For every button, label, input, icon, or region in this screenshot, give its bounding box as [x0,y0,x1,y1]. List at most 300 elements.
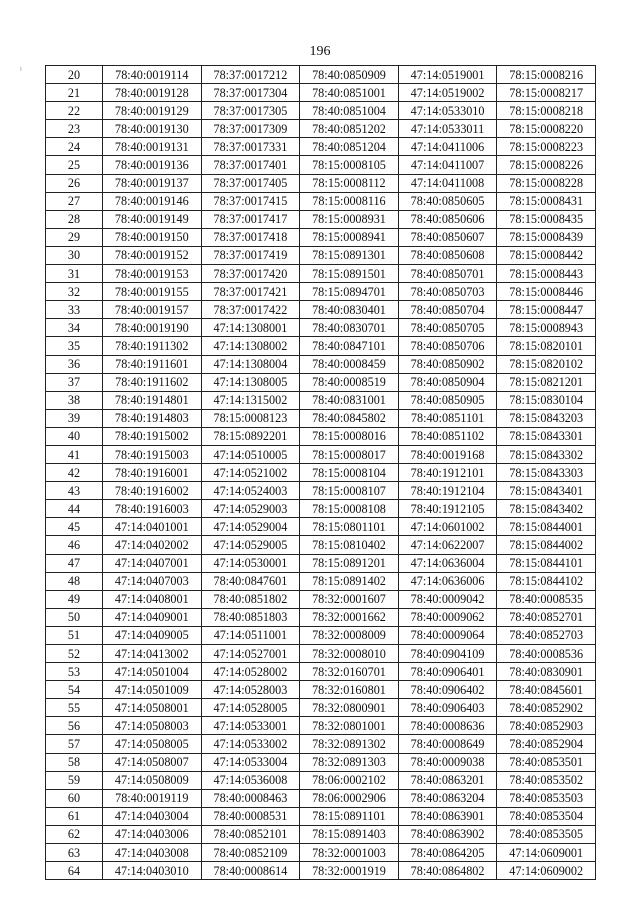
code-cell: 78:37:0017331 [201,138,300,156]
code-cell: 47:14:0403010 [103,862,202,880]
code-cell: 47:14:0529005 [201,536,300,554]
code-cell: 78:40:0863902 [398,825,497,843]
code-cell: 78:15:0801101 [300,518,399,536]
code-cell: 78:40:0851001 [300,84,399,102]
code-cell: 47:14:0636004 [398,554,497,572]
code-cell: 78:40:0850703 [398,283,497,301]
row-number-cell: 21 [46,84,103,102]
code-cell: 78:40:0019119 [103,789,202,807]
table-row [46,717,596,735]
code-cell: 78:40:0906401 [398,663,497,681]
code-cell: 47:14:0508005 [103,735,202,753]
code-cell: 78:40:0851004 [300,102,399,120]
table-row [46,590,596,608]
code-cell: 78:40:0853505 [497,825,596,843]
table-row [46,373,596,391]
code-cell: 78:40:1915002 [103,427,202,445]
code-cell: 78:15:0008943 [497,319,596,337]
code-cell: 78:32:0800901 [300,699,399,717]
code-cell: 47:14:0609002 [497,862,596,880]
table-row [46,210,596,228]
code-cell: 78:40:0019137 [103,174,202,192]
code-cell: 47:14:0407001 [103,554,202,572]
code-cell: 78:15:0008442 [497,246,596,264]
code-cell: 78:15:0008220 [497,120,596,138]
row-number-cell: 53 [46,663,103,681]
code-cell: 78:32:0801001 [300,717,399,735]
code-cell: 78:06:0002102 [300,771,399,789]
code-cell: 47:14:0409005 [103,626,202,644]
code-cell: 78:15:0008435 [497,210,596,228]
table-row [46,391,596,409]
table-row [46,626,596,644]
code-cell: 47:14:0521002 [201,464,300,482]
code-cell: 47:14:0508001 [103,699,202,717]
code-cell: 78:32:0891302 [300,735,399,753]
code-cell: 78:32:0160801 [300,681,399,699]
table-row [46,319,596,337]
row-number-cell: 52 [46,645,103,663]
row-number-cell: 62 [46,825,103,843]
table-row [46,120,596,138]
code-cell: 78:40:0850605 [398,192,497,210]
code-cell: 78:40:0853504 [497,807,596,825]
code-cell: 47:14:0527001 [201,645,300,663]
code-cell: 78:40:0863204 [398,789,497,807]
row-number-cell: 30 [46,246,103,264]
page-number: 196 [309,44,331,59]
code-cell: 78:37:0017309 [201,120,300,138]
row-number-cell: 51 [46,626,103,644]
code-cell: 78:40:0863901 [398,807,497,825]
code-cell: 78:32:0008009 [300,626,399,644]
code-cell: 78:15:0008123 [201,409,300,427]
table-row [46,681,596,699]
table-row [46,156,596,174]
code-cell: 78:40:0850701 [398,265,497,283]
table-row [46,735,596,753]
code-cell: 78:37:0017418 [201,228,300,246]
code-cell: 78:40:0850606 [398,210,497,228]
data-table [45,65,596,880]
code-cell: 78:15:0008446 [497,283,596,301]
row-number-cell: 35 [46,337,103,355]
code-cell: 78:40:0019157 [103,301,202,319]
table-row [46,608,596,626]
code-cell: 47:14:0411007 [398,156,497,174]
code-cell: 78:40:0852109 [201,844,300,862]
code-cell: 78:40:1916002 [103,482,202,500]
code-cell: 78:40:1912105 [398,500,497,518]
row-number-cell: 50 [46,608,103,626]
code-cell: 78:15:0820101 [497,337,596,355]
table-row [46,771,596,789]
code-cell: 78:32:0001919 [300,862,399,880]
code-cell: 78:40:0852904 [497,735,596,753]
row-number-cell: 61 [46,807,103,825]
code-cell: 78:40:0852101 [201,825,300,843]
code-cell: 47:14:0408001 [103,590,202,608]
code-cell: 78:15:0891301 [300,246,399,264]
code-cell: 47:14:0508003 [103,717,202,735]
code-cell: 47:14:1315002 [201,391,300,409]
table-row [46,66,596,84]
code-cell: 47:14:0601002 [398,518,497,536]
code-cell: 47:14:0508009 [103,771,202,789]
code-cell: 78:37:0017419 [201,246,300,264]
row-number-cell: 27 [46,192,103,210]
code-cell: 78:15:0008931 [300,210,399,228]
row-number-cell: 24 [46,138,103,156]
table-row [46,663,596,681]
code-cell: 47:14:0519002 [398,84,497,102]
code-cell: 78:15:0844102 [497,572,596,590]
table-row [46,337,596,355]
row-number-cell: 63 [46,844,103,862]
table-row [46,84,596,102]
row-number-cell: 22 [46,102,103,120]
code-cell: 47:14:1308001 [201,319,300,337]
table-row [46,500,596,518]
code-cell: 78:15:0008116 [300,192,399,210]
code-cell: 47:14:0402002 [103,536,202,554]
code-cell: 78:40:0850608 [398,246,497,264]
code-cell: 47:14:0401001 [103,518,202,536]
code-cell: 78:40:0863201 [398,771,497,789]
code-cell: 78:15:0843203 [497,409,596,427]
code-cell: 78:32:0001003 [300,844,399,862]
code-cell: 78:40:0019152 [103,246,202,264]
code-cell: 78:40:0019114 [103,66,202,84]
code-cell: 78:15:0008105 [300,156,399,174]
code-cell: 78:15:0008431 [497,192,596,210]
code-cell: 78:15:0892201 [201,427,300,445]
code-cell: 78:15:0008228 [497,174,596,192]
table-row [46,464,596,482]
code-cell: 78:15:0891101 [300,807,399,825]
code-cell: 78:40:1911602 [103,373,202,391]
table-row [46,138,596,156]
code-cell: 78:40:0864802 [398,862,497,880]
table-body [46,66,596,880]
code-cell: 78:40:0851204 [300,138,399,156]
code-cell: 47:14:0529004 [201,518,300,536]
code-cell: 47:14:0407003 [103,572,202,590]
code-cell: 47:14:0528003 [201,681,300,699]
row-number-cell: 28 [46,210,103,228]
code-cell: 78:40:0008459 [300,355,399,373]
code-cell: 78:40:0008463 [201,789,300,807]
code-cell: 78:15:0891501 [300,265,399,283]
table-row [46,554,596,572]
row-number-cell: 29 [46,228,103,246]
code-cell: 47:14:0409001 [103,608,202,626]
row-number-cell: 41 [46,445,103,463]
code-cell: 78:40:0851803 [201,608,300,626]
code-cell: 78:40:0906403 [398,699,497,717]
table-row [46,301,596,319]
row-number-cell: 57 [46,735,103,753]
code-cell: 78:40:0008535 [497,590,596,608]
code-cell: 78:40:1916001 [103,464,202,482]
code-cell: 78:15:0821201 [497,373,596,391]
code-cell: 78:40:0864205 [398,844,497,862]
code-cell: 78:40:0009062 [398,608,497,626]
code-cell: 78:40:1914803 [103,409,202,427]
code-cell: 47:14:0528005 [201,699,300,717]
code-cell: 78:40:1914801 [103,391,202,409]
table-row [46,844,596,862]
table-row [46,427,596,445]
code-cell: 78:15:0008104 [300,464,399,482]
code-cell: 78:40:0019168 [398,445,497,463]
table-row [46,536,596,554]
code-cell: 78:15:0843303 [497,464,596,482]
code-cell: 78:37:0017405 [201,174,300,192]
row-number-cell: 42 [46,464,103,482]
code-cell: 47:14:0533011 [398,120,497,138]
code-cell: 78:06:0002906 [300,789,399,807]
code-cell: 78:40:0852701 [497,608,596,626]
code-cell: 78:37:0017421 [201,283,300,301]
table-row [46,482,596,500]
code-cell: 78:15:0844001 [497,518,596,536]
code-cell: 47:14:0519001 [398,66,497,84]
code-cell: 78:40:0851102 [398,427,497,445]
code-cell: 78:15:0844002 [497,536,596,554]
code-cell: 78:15:0008108 [300,500,399,518]
code-cell: 78:15:0891201 [300,554,399,572]
code-cell: 47:14:0536008 [201,771,300,789]
code-cell: 78:15:0008112 [300,174,399,192]
code-cell: 78:40:0850705 [398,319,497,337]
code-cell: 78:40:0019128 [103,84,202,102]
code-cell: 78:15:0894701 [300,283,399,301]
code-cell: 78:40:0019136 [103,156,202,174]
code-cell: 78:40:0831001 [300,391,399,409]
code-cell: 47:14:0524003 [201,482,300,500]
code-cell: 47:14:0609001 [497,844,596,862]
code-cell: 78:40:0009038 [398,753,497,771]
code-cell: 78:15:0008107 [300,482,399,500]
row-number-cell: 31 [46,265,103,283]
row-number-cell: 46 [46,536,103,554]
code-cell: 47:14:0411008 [398,174,497,192]
code-cell: 78:40:0008636 [398,717,497,735]
row-number-cell: 44 [46,500,103,518]
code-cell: 78:15:0810402 [300,536,399,554]
code-cell: 78:15:0008439 [497,228,596,246]
code-cell: 78:37:0017415 [201,192,300,210]
code-cell: 78:40:0852703 [497,626,596,644]
code-cell: 78:40:0845802 [300,409,399,427]
table-row [46,825,596,843]
table-row [46,445,596,463]
code-cell: 78:15:0008016 [300,427,399,445]
code-cell: 47:14:0413002 [103,645,202,663]
code-cell: 78:40:0019153 [103,265,202,283]
code-cell: 78:15:0843401 [497,482,596,500]
table-row [46,174,596,192]
code-cell: 78:40:0019130 [103,120,202,138]
table-row [46,102,596,120]
table-row [46,192,596,210]
row-number-cell: 56 [46,717,103,735]
code-cell: 78:15:0820102 [497,355,596,373]
code-cell: 78:40:0853501 [497,753,596,771]
code-cell: 47:14:0622007 [398,536,497,554]
code-cell: 47:14:0529003 [201,500,300,518]
row-number-cell: 60 [46,789,103,807]
code-cell: 78:37:0017417 [201,210,300,228]
code-cell: 78:40:0850706 [398,337,497,355]
code-cell: 78:40:0853503 [497,789,596,807]
code-cell: 78:40:0019150 [103,228,202,246]
row-number-cell: 36 [46,355,103,373]
code-cell: 78:15:0008443 [497,265,596,283]
code-cell: 78:15:0843402 [497,500,596,518]
row-number-cell: 20 [46,66,103,84]
code-cell: 47:14:0501004 [103,663,202,681]
margin-mark: ⸯ [18,69,24,80]
code-cell: 78:15:0843302 [497,445,596,463]
code-cell: 78:15:0008218 [497,102,596,120]
code-cell: 78:40:0847101 [300,337,399,355]
row-number-cell: 64 [46,862,103,880]
code-cell: 78:40:1911302 [103,337,202,355]
code-cell: 78:15:0830104 [497,391,596,409]
code-cell: 78:32:0008010 [300,645,399,663]
code-cell: 78:40:0852903 [497,717,596,735]
row-number-cell: 39 [46,409,103,427]
code-cell: 78:40:0019131 [103,138,202,156]
code-cell: 47:14:0411006 [398,138,497,156]
code-cell: 47:14:0533004 [201,753,300,771]
table-row [46,572,596,590]
row-number-cell: 38 [46,391,103,409]
code-cell: 47:14:1308005 [201,373,300,391]
code-cell: 78:37:0017305 [201,102,300,120]
code-cell: 47:14:1308002 [201,337,300,355]
row-number-cell: 32 [46,283,103,301]
code-cell: 78:40:0830401 [300,301,399,319]
code-cell: 78:40:0009064 [398,626,497,644]
table-row [46,265,596,283]
table-row [46,246,596,264]
code-cell: 78:40:0019155 [103,283,202,301]
code-cell: 78:40:0019190 [103,319,202,337]
code-cell: 78:40:0850902 [398,355,497,373]
code-cell: 47:14:0508007 [103,753,202,771]
row-number-cell: 40 [46,427,103,445]
code-cell: 78:40:0008536 [497,645,596,663]
code-cell: 78:40:0851101 [398,409,497,427]
code-cell: 78:15:0008447 [497,301,596,319]
code-cell: 78:40:0906402 [398,681,497,699]
table-row [46,409,596,427]
code-cell: 47:14:0403004 [103,807,202,825]
table-row [46,355,596,373]
code-cell: 47:14:1308004 [201,355,300,373]
code-cell: 47:14:0530001 [201,554,300,572]
row-number-cell: 43 [46,482,103,500]
code-cell: 78:40:0008519 [300,373,399,391]
code-cell: 78:40:0009042 [398,590,497,608]
code-cell: 47:14:0501009 [103,681,202,699]
code-cell: 78:15:0008223 [497,138,596,156]
table-row [46,753,596,771]
code-cell: 78:40:0008649 [398,735,497,753]
code-cell: 78:40:0847601 [201,572,300,590]
code-cell: 78:37:0017422 [201,301,300,319]
code-cell: 47:14:0403006 [103,825,202,843]
table-row [46,228,596,246]
code-cell: 78:40:1911601 [103,355,202,373]
code-cell: 78:40:0852902 [497,699,596,717]
table-row [46,789,596,807]
code-cell: 78:15:0008017 [300,445,399,463]
row-number-cell: 49 [46,590,103,608]
code-cell: 78:40:0850909 [300,66,399,84]
row-number-cell: 26 [46,174,103,192]
table-row [46,518,596,536]
code-cell: 78:40:0850904 [398,373,497,391]
code-cell: 78:32:0891303 [300,753,399,771]
code-cell: 47:14:0533010 [398,102,497,120]
row-number-cell: 59 [46,771,103,789]
code-cell: 47:14:0510005 [201,445,300,463]
code-cell: 78:15:0008216 [497,66,596,84]
code-cell: 78:40:0845601 [497,681,596,699]
row-number-cell: 25 [46,156,103,174]
code-cell: 47:14:0533001 [201,717,300,735]
code-cell: 47:14:0403008 [103,844,202,862]
code-cell: 78:15:0008941 [300,228,399,246]
table-row [46,807,596,825]
row-number-cell: 47 [46,554,103,572]
code-cell: 78:40:0830901 [497,663,596,681]
code-cell: 78:37:0017420 [201,265,300,283]
code-cell: 78:37:0017212 [201,66,300,84]
code-cell: 78:32:0160701 [300,663,399,681]
code-cell: 78:40:0850704 [398,301,497,319]
code-cell: 78:32:0001607 [300,590,399,608]
code-cell: 78:40:0853502 [497,771,596,789]
code-cell: 78:15:0008217 [497,84,596,102]
row-number-cell: 33 [46,301,103,319]
code-cell: 78:40:1915003 [103,445,202,463]
code-cell: 78:40:0850607 [398,228,497,246]
code-cell: 78:15:0843301 [497,427,596,445]
code-cell: 78:40:0019149 [103,210,202,228]
code-cell: 78:40:0830701 [300,319,399,337]
table-row [46,699,596,717]
code-cell: 47:14:0528002 [201,663,300,681]
row-number-cell: 45 [46,518,103,536]
code-cell: 47:14:0511001 [201,626,300,644]
table-row [46,283,596,301]
row-number-cell: 48 [46,572,103,590]
table-row [46,645,596,663]
code-cell: 78:15:0008226 [497,156,596,174]
code-cell: 78:40:0851202 [300,120,399,138]
code-cell: 47:14:0533002 [201,735,300,753]
code-cell: 78:40:0008614 [201,862,300,880]
code-cell: 78:40:0019129 [103,102,202,120]
code-cell: 78:15:0891402 [300,572,399,590]
code-cell: 78:32:0001662 [300,608,399,626]
row-number-cell: 34 [46,319,103,337]
